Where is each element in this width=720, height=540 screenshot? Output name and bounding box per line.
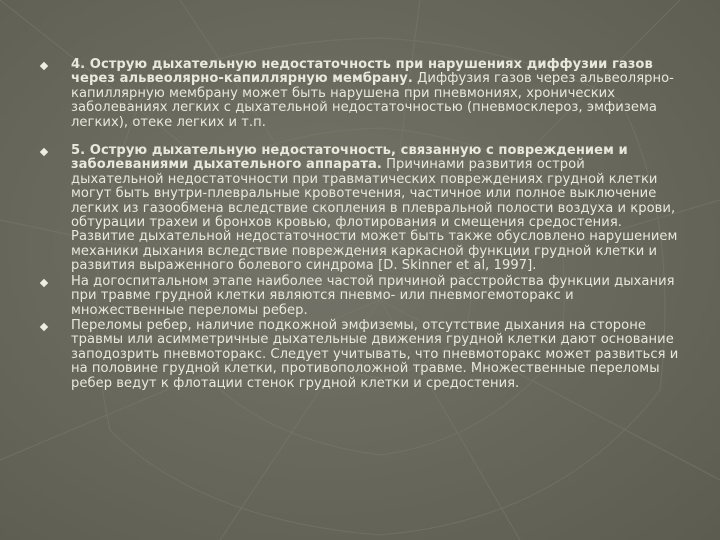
diamond-bullet-icon (40, 323, 48, 331)
diamond-bullet-icon (40, 148, 48, 156)
bullet-list (40, 58, 680, 392)
diamond-bullet-icon (40, 62, 48, 70)
list-item-diffusion (40, 58, 680, 130)
item-text: Диффузия газов через альвеолярно-капиллярную мембрану может быть нарушена при пневмониях, хронических заболеваниях легких с дыхательной недостаточностью (пневмосклероз, эмфизема легких), отеке легких и т.п. (71, 71, 674, 130)
item-text: Переломы ребер, наличие подкожной эмфиземы, отсутствие дыхания на стороне травмы или асимметричные дыхательные движения грудной клетки дают основание заподозрить пневмоторакс. Следует учитывать, что пневмоторакс может развиться и на половине грудной клетки, противоположной травме. Множественные переломы ребер ведут к флотации стенок грудной клетки и средостения. (71, 317, 679, 391)
diamond-bullet-icon (40, 278, 48, 286)
list-item-prehospital (40, 275, 680, 318)
item-text: Причинами развития острой дыхательной недостаточности при травматических повреждениях грудной клетки могут быть внутри-плевральные кровотечения, частичное или полное выключение легких из газообмена вследствие скопления в плевральной полости воздуха и крови, обтурации трахеи и бронхов кровью, флотирования и смещения средостения. Развитие дыхательной недостаточности может быть также обусловлено нарушением механики дыхания вследствие повреждения каркасной функции грудной клетки и развития выраженного болевого синдрома [D. Skinner et al, 1997]. (71, 157, 678, 274)
list-item-rib-fractures (40, 319, 680, 391)
item-heading: 5. Острую дыхательную недостаточность, связанную с повреждением и заболеваниями дыхательного аппарата. (71, 143, 628, 173)
list-item-trauma (40, 144, 680, 274)
item-heading: 4. Острую дыхательную недостаточность при нарушениях диффузии газов через альвеолярно-капиллярную мембрану. (71, 57, 653, 87)
item-text: На догоспитальном этапе наиболее частой причиной расстройства функции дыхания при травме грудной клетки являются пневмо- или пневмогемоторакс и множественные переломы ребер. (71, 273, 675, 318)
